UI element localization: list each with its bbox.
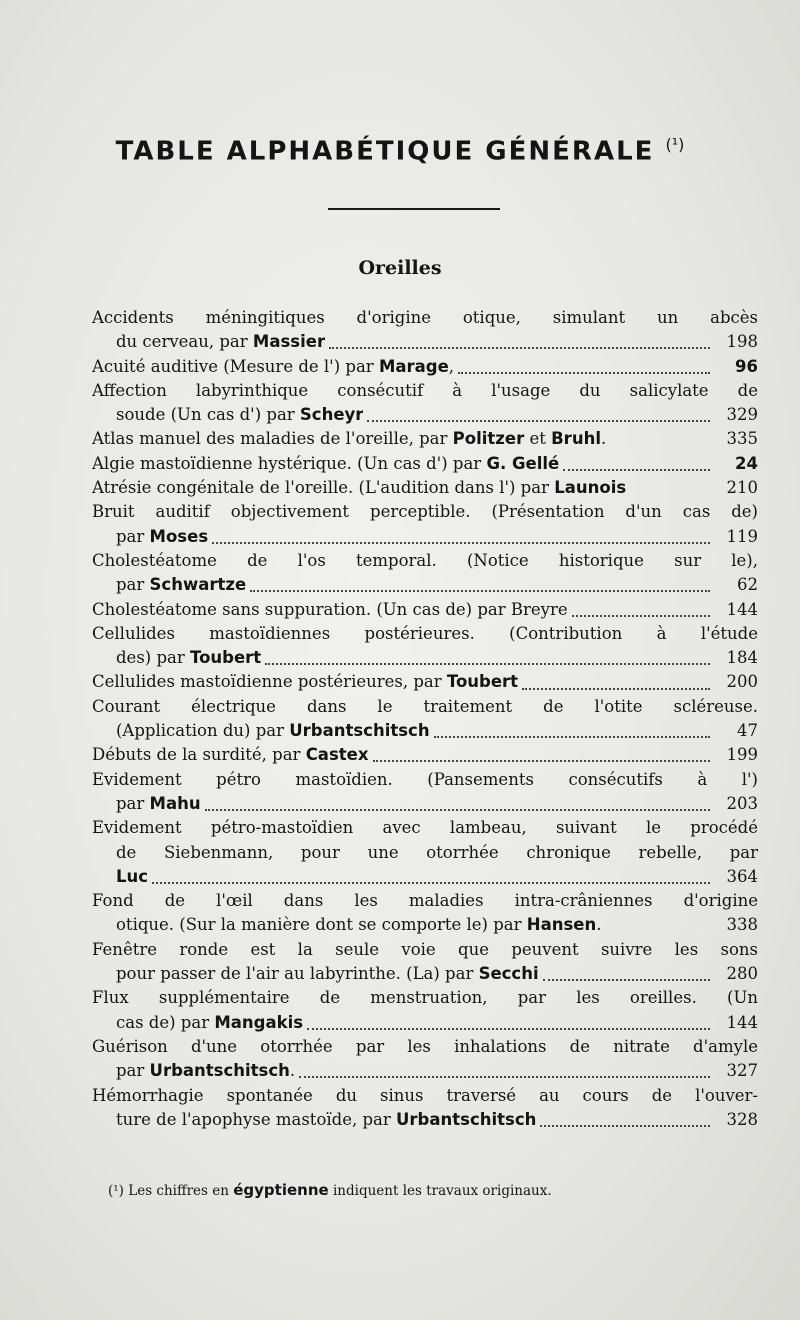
author-name: Urbantschitsch — [289, 721, 430, 741]
author-name: Luc — [116, 866, 149, 886]
dot-leader — [563, 469, 710, 471]
entry-line — [92, 549, 758, 573]
page-number: 203 — [726, 793, 758, 813]
dot-leader — [572, 615, 710, 617]
dot-leader — [152, 882, 710, 884]
index-entry — [92, 1035, 758, 1084]
entry-line — [92, 573, 758, 597]
entry-line — [92, 1011, 758, 1035]
entry-line — [92, 500, 758, 524]
entry-text: Cellulides mastoïdiennes postérieures. (Contribution à l'étude — [92, 623, 758, 643]
index-entry — [92, 768, 758, 817]
page-number: 364 — [726, 866, 758, 886]
entry-text — [92, 743, 369, 767]
author-name: Moses — [149, 526, 209, 546]
entry-text — [92, 670, 518, 694]
entry-prefix: par — [116, 526, 150, 546]
footnote-post: indiquent les travaux originaux. — [332, 1183, 552, 1199]
author-name: Castex — [305, 745, 369, 765]
page-number: 199 — [726, 745, 758, 765]
index-entry — [92, 816, 758, 889]
title-footnote-mark: (¹) — [665, 135, 685, 154]
entry-prefix: par — [116, 793, 150, 813]
entry-text: Hémorrhagie spontanée du sinus traversé au cours de l'ouver- — [92, 1085, 758, 1105]
index-entry — [92, 938, 758, 987]
dot-leader — [265, 663, 710, 665]
index-entry — [92, 427, 758, 451]
dot-leader — [250, 590, 710, 592]
entry-line — [92, 841, 758, 865]
dot-leader — [540, 1125, 710, 1127]
page-number: 335 — [726, 429, 758, 449]
page-title — [0, 135, 800, 167]
entry-prefix: pour passer de l'air au labyrinthe. (La) par — [116, 964, 479, 984]
entry-text — [92, 355, 454, 379]
page-number: 96 — [735, 356, 758, 376]
author-name: Mahu — [149, 793, 201, 813]
dot-leader — [307, 1028, 710, 1030]
entry-text — [116, 719, 430, 743]
entry-prefix: Algie mastoïdienne hystérique. (Un cas d') par — [92, 453, 487, 473]
page-number: 328 — [726, 1109, 758, 1129]
page-number: 210 — [726, 478, 758, 498]
entry-prefix: Cellulides mastoïdienne postérieures, par — [92, 672, 447, 692]
entry-suffix: , — [448, 356, 455, 376]
entry-text — [92, 476, 626, 500]
entry-suffix: . — [289, 1061, 296, 1081]
page-number: 338 — [726, 915, 758, 935]
title-divider — [328, 208, 500, 210]
entry-line — [92, 986, 758, 1010]
footnote-pre: Les chiffres en — [128, 1183, 229, 1199]
dot-leader — [373, 760, 711, 762]
entry-text — [92, 598, 568, 622]
entry-prefix: otique. (Sur la manière dont se comporte le) par — [116, 915, 527, 935]
entry-line — [92, 889, 758, 913]
entry-line — [92, 719, 758, 743]
dot-leader — [458, 372, 710, 374]
page-title-text: TABLE ALPHABÉTIQUE GÉNÉRALE — [115, 136, 655, 167]
dot-leader — [434, 736, 710, 738]
footnote-emphasis: égyptienne — [233, 1181, 329, 1199]
author-name: Massier — [252, 332, 326, 352]
author-name: Toubert — [190, 648, 262, 668]
dot-leader — [299, 1076, 710, 1078]
entry-line — [92, 938, 758, 962]
index-entry — [92, 889, 758, 938]
page-number: 24 — [735, 453, 758, 473]
entry-prefix: Cholestéatome sans suppuration. (Un cas de) par Breyre — [92, 599, 568, 619]
entry-prefix: par — [116, 1061, 150, 1081]
author-name: Secchi — [478, 964, 539, 984]
author-name: Politzer — [452, 429, 525, 449]
entry-text — [92, 427, 606, 451]
entry-line — [92, 452, 758, 476]
entry-suffix: . — [596, 915, 602, 935]
author-name: Scheyr — [299, 405, 364, 425]
page-number: 329 — [726, 405, 758, 425]
entry-line — [92, 768, 758, 792]
entry-text: Affection labyrinthique consécutif à l'usage du salicylate de — [92, 380, 758, 400]
entry-text: Evidement pétro mastoïdien. (Pansements consécutifs à l') — [92, 769, 758, 789]
entry-line — [92, 403, 758, 427]
page-number: 198 — [726, 332, 758, 352]
footnote-mark: (¹) — [108, 1183, 124, 1199]
entry-line — [92, 622, 758, 646]
entry-text — [116, 1011, 303, 1035]
page-number: 144 — [726, 599, 758, 619]
entry-text: Fenêtre ronde est la seule voie que peuvent suivre les sons — [92, 939, 758, 959]
entry-line — [92, 1084, 758, 1108]
entry-line — [92, 525, 758, 549]
entry-line — [92, 330, 758, 354]
entry-prefix: Acuité auditive (Mesure de l') par — [92, 356, 379, 376]
entry-line — [92, 355, 758, 379]
dot-leader — [205, 809, 710, 811]
dot-leader — [329, 347, 710, 349]
index-entry — [92, 598, 758, 622]
dot-leader — [543, 979, 710, 981]
entry-text — [116, 525, 208, 549]
entry-line — [92, 1059, 758, 1083]
dot-leader — [522, 688, 710, 690]
entry-line — [92, 476, 758, 500]
entry-text — [92, 452, 559, 476]
entry-text — [116, 573, 246, 597]
entry-text: Guérison d'une otorrhée par les inhalations de nitrate d'amyle — [92, 1036, 758, 1056]
entry-line — [92, 1035, 758, 1059]
index-entry — [92, 306, 758, 355]
page-number: 119 — [726, 526, 758, 546]
entry-prefix: Atlas manuel des maladies de l'oreille, par — [92, 429, 453, 449]
page-number: 280 — [726, 964, 758, 984]
index-entry — [92, 695, 758, 744]
entry-prefix: du cerveau, par — [116, 332, 253, 352]
entry-text: Evidement pétro-mastoïdien avec lambeau, suivant le procédé — [92, 818, 758, 838]
entry-text: Cholestéatome de l'os temporal. (Notice historique sur le), — [92, 550, 758, 570]
entry-prefix: (Application du) par — [116, 721, 290, 741]
entry-text: de Siebenmann, pour une otorrhée chronique rebelle, par — [116, 842, 758, 862]
entry-line — [92, 743, 758, 767]
index-entry — [92, 549, 758, 598]
entry-line — [92, 962, 758, 986]
index-entry — [92, 379, 758, 428]
index-entries — [92, 306, 758, 1132]
entry-text — [116, 865, 148, 889]
dot-leader — [212, 542, 710, 544]
author-name: Launois — [554, 478, 627, 498]
entry-text — [116, 646, 261, 670]
entry-text: Courant électrique dans le traitement de l'otite scléreuse. — [92, 696, 758, 716]
entry-text: Bruit auditif objectivement perceptible. (Présentation d'un cas de) — [92, 502, 758, 522]
index-entry — [92, 476, 758, 500]
entry-text — [116, 1108, 536, 1132]
footnote — [108, 1181, 728, 1199]
entry-prefix: des) par — [116, 648, 191, 668]
author-name: Marage — [378, 356, 449, 376]
index-entry — [92, 743, 758, 767]
author-name: Urbantschitsch — [396, 1109, 537, 1129]
entry-line — [92, 695, 758, 719]
entry-prefix: Débuts de la surdité, par — [92, 745, 306, 765]
page-number: 144 — [726, 1012, 758, 1032]
entry-text: Accidents méningitiques d'origine otique, simulant un abcès — [92, 308, 758, 327]
index-entry — [92, 500, 758, 549]
index-entry — [92, 670, 758, 694]
entry-line — [92, 379, 758, 403]
entry-text — [116, 962, 539, 986]
entry-line — [92, 598, 758, 622]
entry-text — [116, 1059, 295, 1083]
entry-prefix: cas de) par — [116, 1012, 215, 1032]
entry-prefix: ture de l'apophyse mastoïde, par — [116, 1109, 397, 1129]
page-number: 327 — [726, 1061, 758, 1081]
entry-line — [92, 427, 758, 451]
entry-line — [92, 865, 758, 889]
entry-prefix: soude (Un cas d') par — [116, 405, 300, 425]
index-entry — [92, 355, 758, 379]
page-number: 200 — [726, 672, 758, 692]
entry-text — [116, 913, 601, 937]
page-number: 47 — [737, 721, 758, 741]
entry-text — [116, 330, 325, 354]
page-number: 62 — [737, 575, 758, 595]
entry-conjunction: et — [524, 429, 552, 449]
page-number: 184 — [726, 648, 758, 668]
entry-text — [116, 792, 201, 816]
author-name: Hansen — [526, 915, 597, 935]
author-name: Mangakis — [214, 1012, 304, 1032]
entry-text: Fond de l'œil dans les maladies intra-crâniennes d'origine — [92, 891, 758, 911]
index-entry — [92, 622, 758, 671]
entry-prefix: Atrésie congénitale de l'oreille. (L'audition dans l') par — [92, 478, 555, 498]
author-name: Toubert — [446, 672, 519, 692]
author-name: Bruhl — [551, 429, 601, 449]
entry-line — [92, 792, 758, 816]
entry-text — [116, 403, 363, 427]
entry-line — [92, 816, 758, 840]
entry-line — [92, 306, 758, 330]
index-entry — [92, 1084, 758, 1133]
entry-text: Flux supplémentaire de menstruation, par les oreilles. (Un — [92, 988, 758, 1008]
entry-prefix: par — [116, 575, 150, 595]
section-heading: Oreilles — [358, 257, 442, 279]
entry-line — [92, 913, 758, 937]
index-entry — [92, 452, 758, 476]
entry-line — [92, 1108, 758, 1132]
index-entry — [92, 986, 758, 1035]
entry-line — [92, 646, 758, 670]
author-name: Urbantschitsch — [149, 1061, 290, 1081]
author-name: Schwartze — [149, 575, 247, 595]
dot-leader — [367, 420, 710, 422]
author-name: G. Gellé — [486, 453, 560, 473]
entry-line — [92, 670, 758, 694]
entry-suffix: . — [600, 429, 607, 449]
